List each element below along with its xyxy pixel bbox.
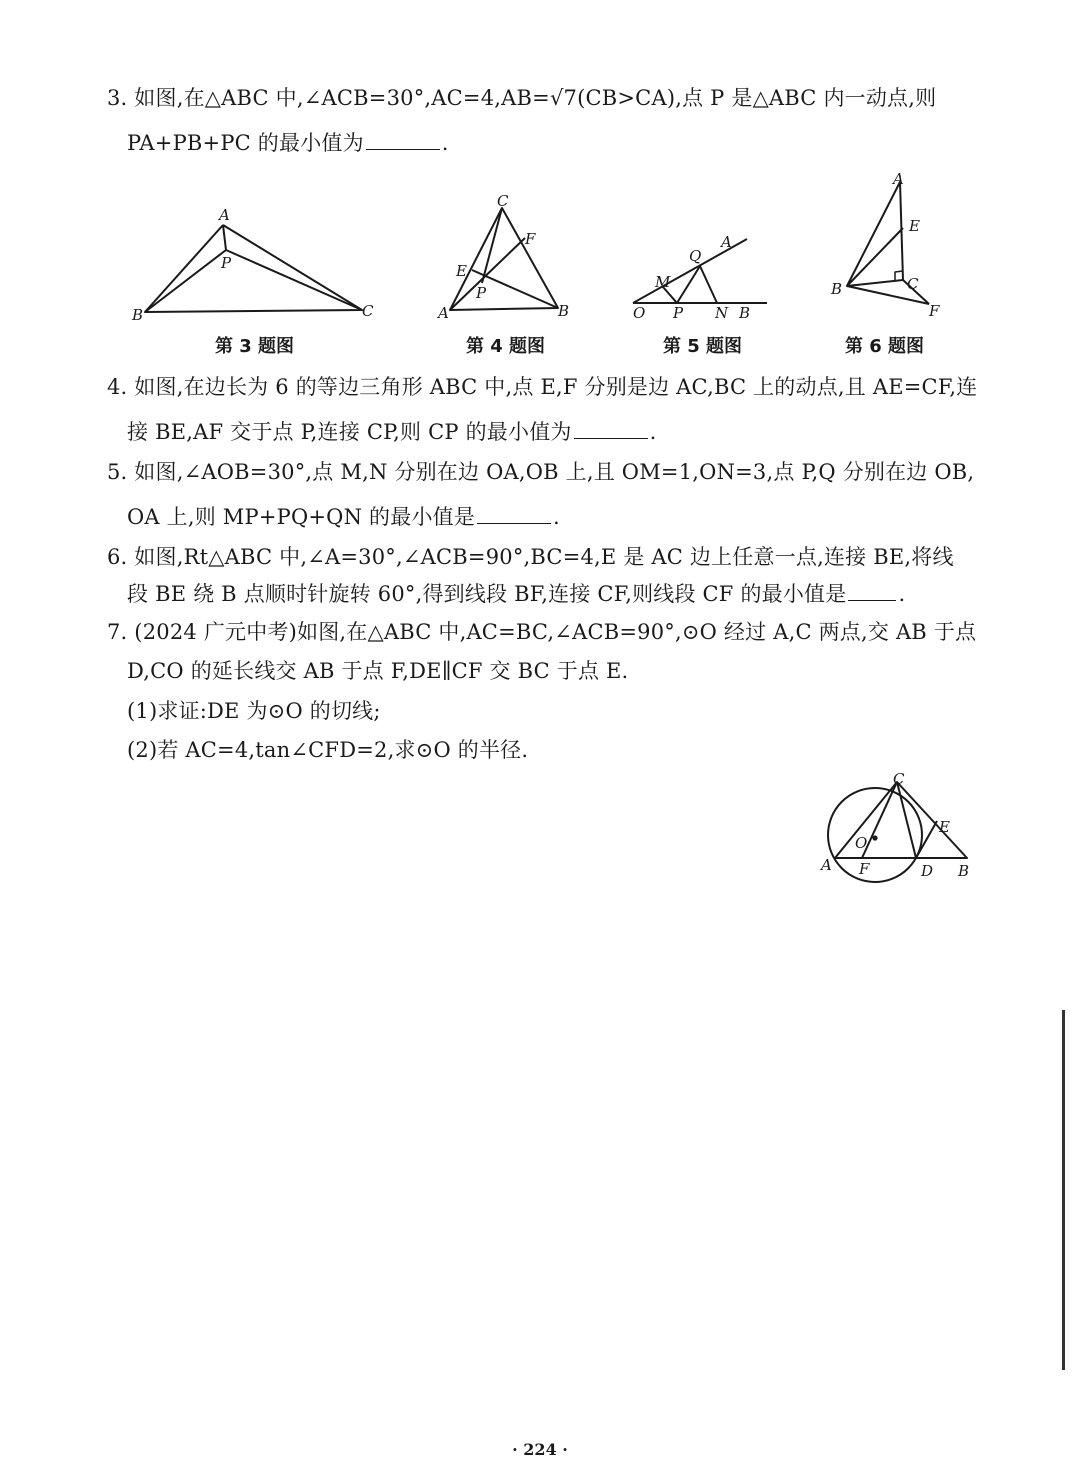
label-E: E [939,818,950,836]
figure-3-caption: 第 3 题图 [215,336,295,357]
figure-5 [625,225,775,325]
label-A: A [821,856,832,874]
problem-7-line-1: 7. (2024 广元中考)如图,在△ABC 中,AC=BC,∠ACB=90°,⊙O 经过 A,C 两点,交 AB 于点 [107,620,977,644]
label-A: A [721,233,732,251]
problem-3-line-2 [127,128,449,158]
problem-4-text: 接 BE,AF 交于点 P,连接 CP,则 CP 的最小值为 [127,420,572,444]
label-Q: Q [689,247,702,265]
problem-7-part-1: (1)求证:DE 为⊙O 的切线; [127,699,381,723]
problem-6-line-1: 6. 如图,Rt△ABC 中,∠A=30°,∠ACB=90°,BC=4,E 是 AC 边上任意一点,连接 BE,将线 [107,545,954,569]
label-O: O [633,304,646,322]
problem-5-line-2 [127,502,560,532]
label-F: F [929,302,940,320]
label-E: E [909,217,920,235]
problem-6-text: 段 BE 绕 B 点顺时针旋转 60°,得到线段 BF,连接 CF,则线段 CF 的最小值是 [127,582,847,606]
label-B: B [132,306,144,324]
label-P: P [673,304,684,322]
label-B: B [831,280,843,298]
problem-4-line-2 [127,417,656,447]
label-C: C [893,770,905,788]
figure-4-caption: 第 4 题图 [466,336,546,357]
label-A: A [438,304,449,322]
answer-blank [848,580,896,601]
label-P: P [476,284,487,302]
period: . [553,505,560,529]
center-point [872,835,877,840]
label-C: C [497,192,509,210]
answer-blank [366,129,440,150]
problem-7-part-2: (2)若 AC=4,tan∠CFD=2,求⊙O 的半径. [127,738,529,762]
period: . [441,131,449,155]
label-B: B [739,304,751,322]
problem-4-line-1: 4. 如图,在边长为 6 的等边三角形 ABC 中,点 E,F 分别是边 AC,BC 上的动点,且 AE=CF,连 [107,375,978,399]
label-M: M [655,273,671,291]
figure-5-caption: 第 5 题图 [663,336,743,357]
figure-4 [430,190,580,330]
problem-3-text: PA+PB+PC 的最小值为 [127,131,364,155]
page-edge-shadow [1062,1010,1065,1370]
label-B: B [958,862,970,880]
label-D: D [921,862,934,880]
page-number: · 224 · [512,1440,568,1459]
label-F: F [859,860,870,878]
period: . [898,582,906,606]
figure-6-caption: 第 6 题图 [845,336,925,357]
problem-5-text: OA 上,则 MP+PQ+QN 的最小值是 [127,505,476,529]
label-F: F [525,230,536,248]
figure-3 [130,200,380,330]
label-O: O [855,834,868,852]
label-C: C [362,302,374,320]
problem-5-line-1: 5. 如图,∠AOB=30°,点 M,N 分别在边 OA,OB 上,且 OM=1,ON=3,点 P,Q 分别在边 OB, [107,460,975,484]
label-P: P [221,254,232,272]
figure-7 [815,770,995,890]
label-N: N [715,304,729,322]
answer-blank [477,503,551,524]
label-B: B [558,302,570,320]
label-C: C [907,275,919,293]
label-E: E [456,262,467,280]
problem-7-line-2: D,CO 的延长线交 AB 于点 F,DE∥CF 交 BC 于点 E. [127,659,629,683]
problem-3-line-1: 3. 如图,在△ABC 中,∠ACB=30°,AC=4,AB=√7(CB>CA),点 P 是△ABC 内一动点,则 [107,86,937,110]
label-A: A [219,206,230,224]
label-A: A [893,170,904,188]
problem-6-line-2 [127,579,905,609]
figure-6 [825,168,955,328]
period: . [649,420,657,444]
answer-blank [574,418,648,439]
